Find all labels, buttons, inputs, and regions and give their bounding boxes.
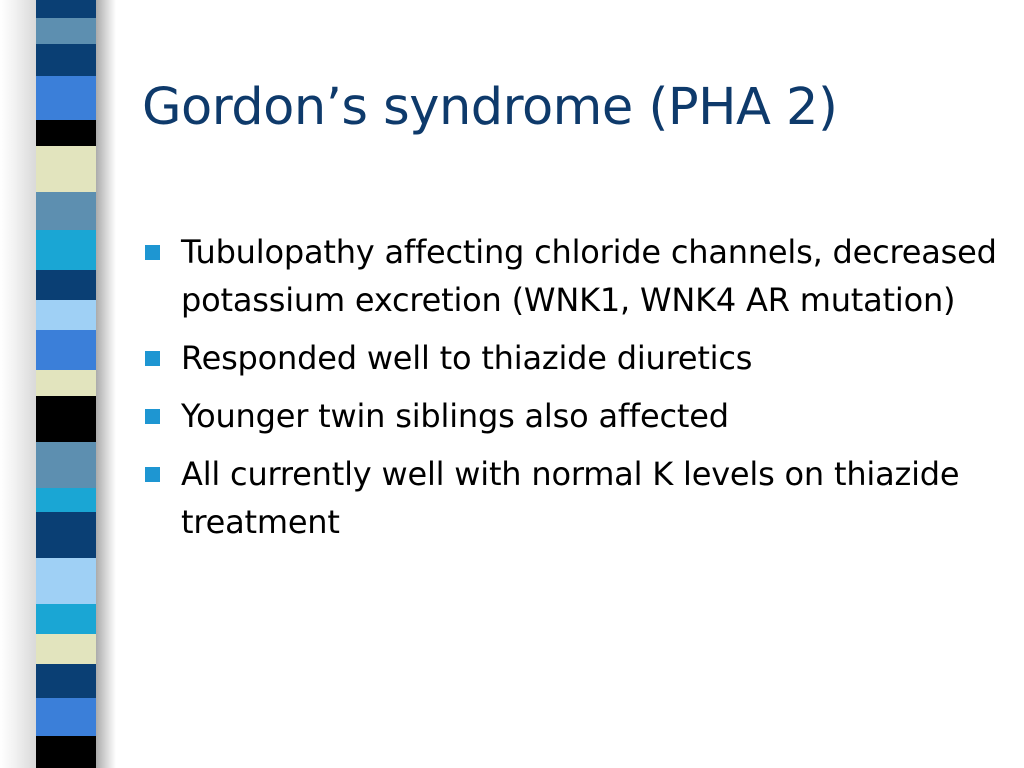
stripe-band bbox=[36, 370, 96, 396]
bullet-text: Responded well to thiazide diuretics bbox=[181, 339, 753, 377]
decorative-edge bbox=[0, 0, 36, 768]
bullet-text: All currently well with normal K levels on thiazide treatment bbox=[181, 455, 960, 541]
stripe-band bbox=[36, 558, 96, 604]
stripe-band bbox=[36, 230, 96, 270]
stripe-band bbox=[36, 442, 96, 488]
stripe-band bbox=[36, 634, 96, 664]
decorative-stripe-column bbox=[36, 0, 96, 768]
square-bullet-icon bbox=[145, 351, 160, 366]
bullet-item bbox=[145, 392, 1005, 440]
bullet-list bbox=[145, 228, 1005, 556]
stripe-band bbox=[36, 664, 96, 698]
bullet-item bbox=[145, 450, 1005, 546]
stripe-band bbox=[36, 120, 96, 146]
bullet-item bbox=[145, 228, 1005, 324]
square-bullet-icon bbox=[145, 245, 160, 260]
stripe-band bbox=[36, 330, 96, 370]
stripe-band bbox=[36, 270, 96, 300]
bullet-text: Younger twin siblings also affected bbox=[181, 397, 729, 435]
square-bullet-icon bbox=[145, 409, 160, 424]
stripe-band bbox=[36, 736, 96, 768]
stripe-band bbox=[36, 0, 96, 18]
stripe-band bbox=[36, 76, 96, 120]
stripe-band bbox=[36, 604, 96, 634]
stripe-band bbox=[36, 18, 96, 44]
stripe-band bbox=[36, 146, 96, 192]
stripe-band bbox=[36, 396, 96, 442]
square-bullet-icon bbox=[145, 467, 160, 482]
slide-title: Gordon’s syndrome (PHA 2) bbox=[142, 78, 838, 137]
stripe-band bbox=[36, 512, 96, 558]
stripe-band bbox=[36, 488, 96, 512]
stripe-band bbox=[36, 44, 96, 76]
stripe-band bbox=[36, 300, 96, 330]
stripe-band bbox=[36, 192, 96, 230]
stripe-band bbox=[36, 698, 96, 736]
bullet-text: Tubulopathy affecting chloride channels, decreased potassium excretion (WNK1, WNK4 AR mutation) bbox=[181, 233, 997, 319]
bullet-item bbox=[145, 334, 1005, 382]
